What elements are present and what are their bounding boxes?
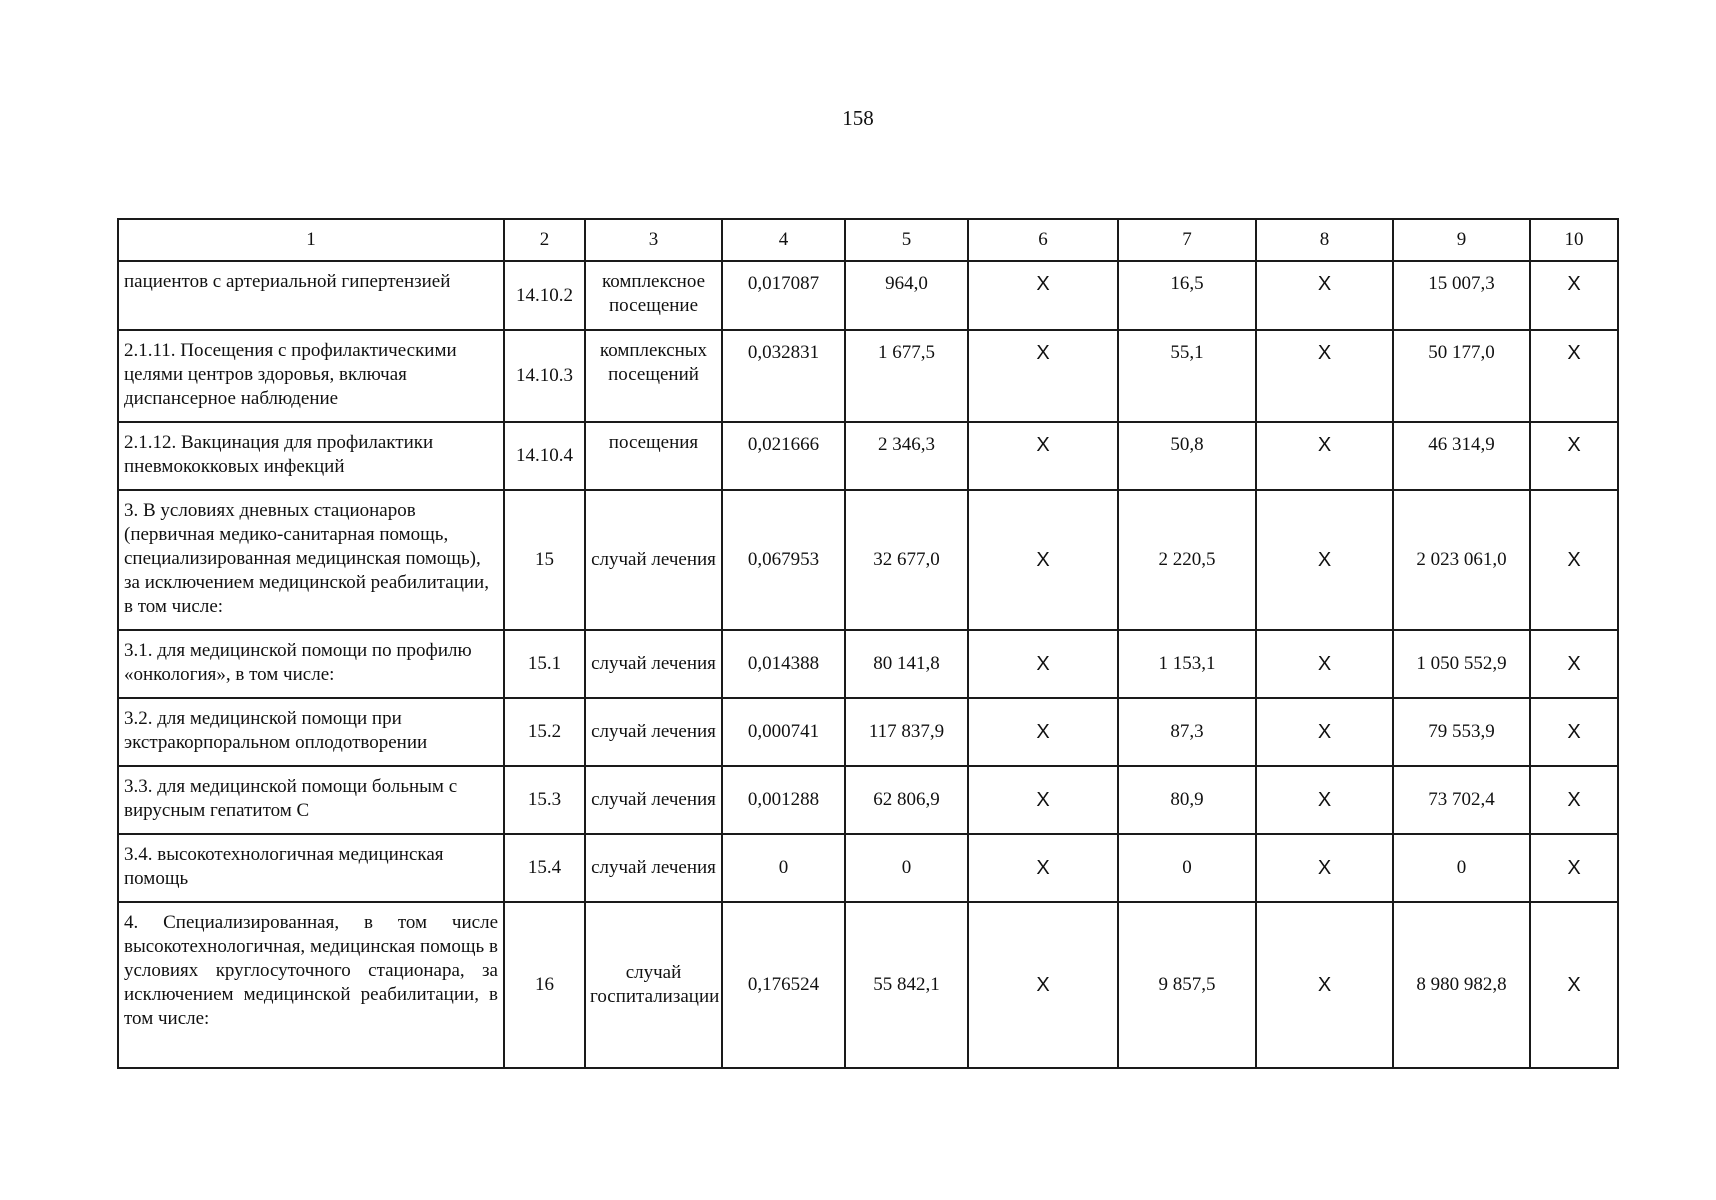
row-description: 3.2. для медицинской помощи при экстракорпоральном оплодотворении — [118, 698, 504, 766]
row-value-8: X — [1256, 261, 1393, 330]
row-value-5: 80 141,8 — [845, 630, 968, 698]
row-code: 14.10.4 — [504, 422, 585, 490]
row-value-8: X — [1256, 834, 1393, 902]
row-value-9: 0 — [1393, 834, 1530, 902]
row-value-7: 2 220,5 — [1118, 490, 1256, 630]
row-value-6: X — [968, 261, 1118, 330]
row-value-9: 73 702,4 — [1393, 766, 1530, 834]
row-value-7: 87,3 — [1118, 698, 1256, 766]
row-value-7: 1 153,1 — [1118, 630, 1256, 698]
row-value-4: 0,001288 — [722, 766, 845, 834]
row-value-7: 80,9 — [1118, 766, 1256, 834]
table-row — [118, 261, 1618, 330]
row-value-10: X — [1530, 490, 1618, 630]
row-value-4: 0 — [722, 834, 845, 902]
row-value-9: 1 050 552,9 — [1393, 630, 1530, 698]
table-row — [118, 630, 1618, 698]
table-header-row — [118, 219, 1618, 261]
row-value-8: X — [1256, 698, 1393, 766]
column-header: 7 — [1118, 219, 1256, 261]
row-description: 3.1. для медицинской помощи по профилю «онкология», в том числе: — [118, 630, 504, 698]
row-value-10: X — [1530, 766, 1618, 834]
row-code: 15.1 — [504, 630, 585, 698]
row-value-5: 55 842,1 — [845, 902, 968, 1068]
table-row — [118, 422, 1618, 490]
row-value-4: 0,017087 — [722, 261, 845, 330]
row-value-10: X — [1530, 261, 1618, 330]
row-value-4: 0,176524 — [722, 902, 845, 1068]
row-code: 15.3 — [504, 766, 585, 834]
row-description: 2.1.11. Посещения с профилактическими целями центров здоровья, включая диспансерное наблюдение — [118, 330, 504, 422]
row-value-4: 0,032831 — [722, 330, 845, 422]
row-value-10: X — [1530, 698, 1618, 766]
row-value-4: 0,067953 — [722, 490, 845, 630]
row-description: 2.1.12. Вакцинация для профилактики пневмококковых инфекций — [118, 422, 504, 490]
row-value-8: X — [1256, 766, 1393, 834]
row-value-7: 55,1 — [1118, 330, 1256, 422]
row-value-8: X — [1256, 630, 1393, 698]
row-value-6: X — [968, 834, 1118, 902]
row-value-5: 2 346,3 — [845, 422, 968, 490]
row-code: 15.4 — [504, 834, 585, 902]
data-table — [117, 218, 1619, 1069]
column-header: 8 — [1256, 219, 1393, 261]
row-value-8: X — [1256, 490, 1393, 630]
row-description: 3.4. высокотехнологичная медицинская помощь — [118, 834, 504, 902]
column-header: 4 — [722, 219, 845, 261]
row-unit: комплексное посещение — [585, 261, 722, 330]
row-description: 3. В условиях дневных стационаров (первичная медико-санитарная помощь, специализированная медицинская помощь), за исключением медицинской реабилитации, в том числе: — [118, 490, 504, 630]
row-value-6: X — [968, 330, 1118, 422]
row-value-5: 32 677,0 — [845, 490, 968, 630]
column-header: 10 — [1530, 219, 1618, 261]
column-header: 5 — [845, 219, 968, 261]
table-row — [118, 902, 1618, 1068]
row-value-9: 46 314,9 — [1393, 422, 1530, 490]
table-row — [118, 698, 1618, 766]
row-unit: случай лечения — [585, 698, 722, 766]
row-description: 3.3. для медицинской помощи больным с вирусным гепатитом С — [118, 766, 504, 834]
row-value-6: X — [968, 490, 1118, 630]
column-header: 2 — [504, 219, 585, 261]
table-row — [118, 490, 1618, 630]
row-value-4: 0,014388 — [722, 630, 845, 698]
row-value-9: 2 023 061,0 — [1393, 490, 1530, 630]
table-row — [118, 834, 1618, 902]
row-value-10: X — [1530, 422, 1618, 490]
row-value-7: 50,8 — [1118, 422, 1256, 490]
row-unit: случай госпитализации — [585, 902, 722, 1068]
column-header: 3 — [585, 219, 722, 261]
row-value-7: 0 — [1118, 834, 1256, 902]
row-value-9: 50 177,0 — [1393, 330, 1530, 422]
row-value-6: X — [968, 630, 1118, 698]
row-unit: случай лечения — [585, 490, 722, 630]
row-unit: посещения — [585, 422, 722, 490]
row-value-6: X — [968, 422, 1118, 490]
row-value-4: 0,021666 — [722, 422, 845, 490]
row-value-10: X — [1530, 902, 1618, 1068]
row-unit: случай лечения — [585, 834, 722, 902]
row-code: 15.2 — [504, 698, 585, 766]
row-value-6: X — [968, 766, 1118, 834]
row-unit: случай лечения — [585, 766, 722, 834]
row-value-10: X — [1530, 834, 1618, 902]
row-value-7: 9 857,5 — [1118, 902, 1256, 1068]
column-header: 1 — [118, 219, 504, 261]
row-unit: комплексных посещений — [585, 330, 722, 422]
row-value-8: X — [1256, 422, 1393, 490]
row-value-10: X — [1530, 330, 1618, 422]
row-description: 4. Специализированная, в том числе высокотехнологичная, медицинская помощь в условиях круглосуточного стационара, за исключением медицинской реабилитации, в том числе: — [118, 902, 504, 1068]
row-value-5: 0 — [845, 834, 968, 902]
row-value-6: X — [968, 698, 1118, 766]
row-code: 14.10.3 — [504, 330, 585, 422]
row-value-8: X — [1256, 330, 1393, 422]
row-code: 16 — [504, 902, 585, 1068]
page-number: 158 — [842, 106, 874, 130]
row-value-4: 0,000741 — [722, 698, 845, 766]
row-unit: случай лечения — [585, 630, 722, 698]
row-value-6: X — [968, 902, 1118, 1068]
row-code: 15 — [504, 490, 585, 630]
table-row — [118, 330, 1618, 422]
row-value-5: 117 837,9 — [845, 698, 968, 766]
row-value-10: X — [1530, 630, 1618, 698]
row-description: пациентов с артериальной гипертензией — [118, 261, 504, 330]
row-code: 14.10.2 — [504, 261, 585, 330]
column-header: 9 — [1393, 219, 1530, 261]
row-value-7: 16,5 — [1118, 261, 1256, 330]
row-value-8: X — [1256, 902, 1393, 1068]
row-value-9: 8 980 982,8 — [1393, 902, 1530, 1068]
row-value-5: 1 677,5 — [845, 330, 968, 422]
row-value-5: 62 806,9 — [845, 766, 968, 834]
row-value-9: 79 553,9 — [1393, 698, 1530, 766]
column-header: 6 — [968, 219, 1118, 261]
row-value-5: 964,0 — [845, 261, 968, 330]
table-row — [118, 766, 1618, 834]
row-value-9: 15 007,3 — [1393, 261, 1530, 330]
